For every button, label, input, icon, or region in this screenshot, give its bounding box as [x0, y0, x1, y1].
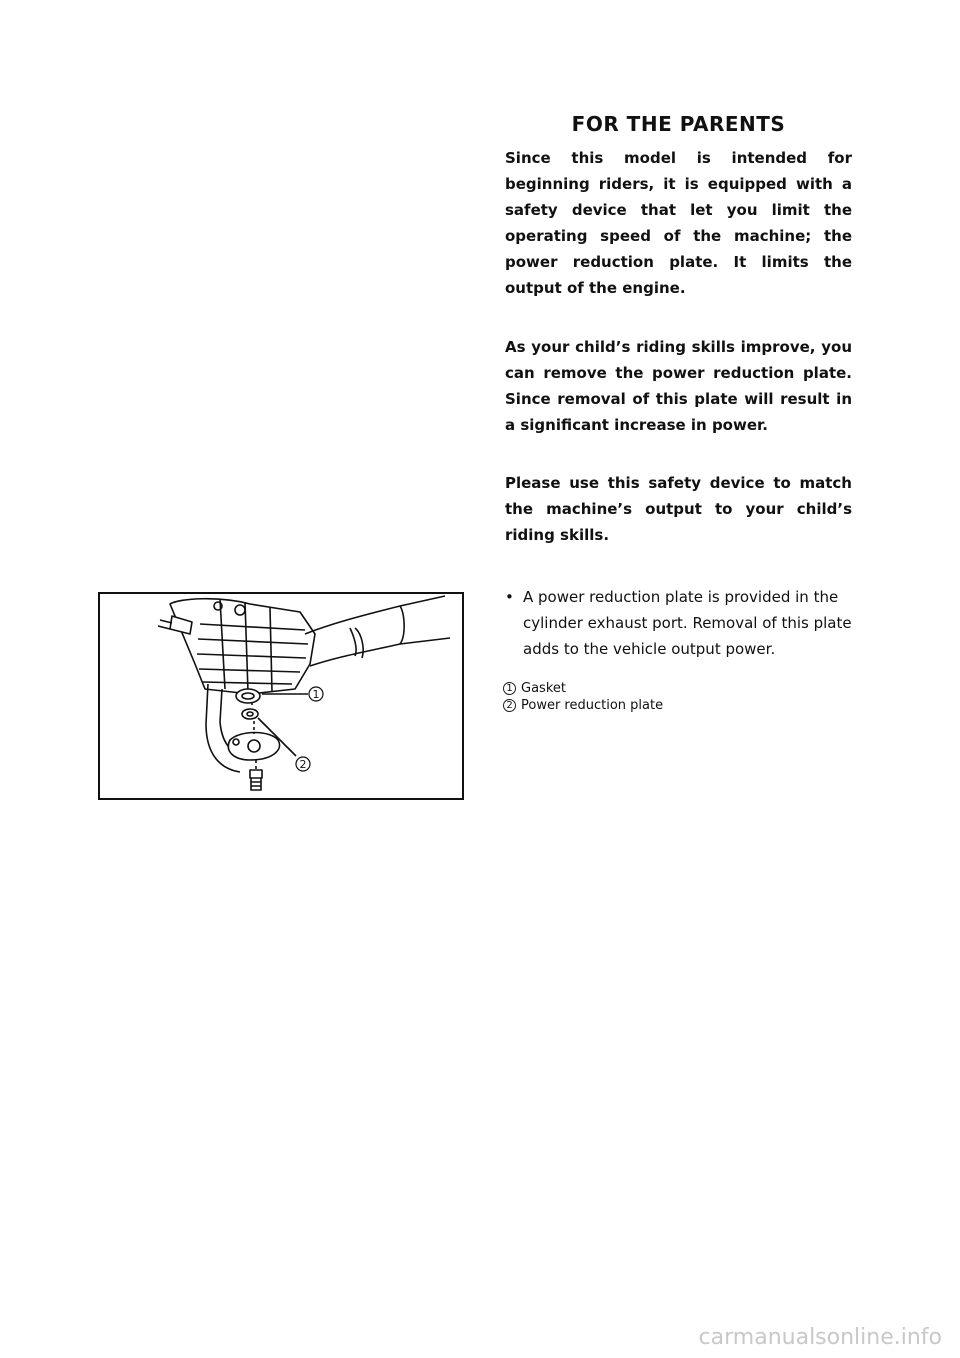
engine-illustration: [98, 592, 464, 800]
legend-item-gasket: [503, 680, 663, 697]
site-watermark: carmanualsonline.info: [698, 1325, 942, 1350]
callout-2: 2: [299, 758, 307, 771]
bullet-text: A power reduction plate is provided in the cylinder exhaust port. Removal of this plate adds to the vehicle output power.: [523, 588, 852, 658]
intro-paragraph: Since this model is intended for beginning riders, it is equipped with a safety device that let you limit the operating speed of the machine; the power reduction plate. It limits the output of the engine.: [505, 149, 852, 297]
usage-paragraph: Please use this safety device to match the machine’s output to your child’s riding skills.: [505, 474, 852, 544]
legend-label: Power reduction plate: [521, 698, 664, 713]
callout-1: 1: [312, 688, 320, 701]
engine-exhaust-diagram: [100, 594, 462, 798]
legend-label: Gasket: [521, 681, 566, 696]
legend-item-power-reduction-plate: [503, 697, 663, 714]
legend-number: 1: [503, 682, 516, 695]
page-title: FOR THE PARENTS: [571, 112, 786, 136]
removal-paragraph: As your child’s riding skills improve, you can remove the power reduction plate. Since removal of this plate will result in a significant increase in power.: [505, 338, 852, 434]
bullet-item: [505, 584, 852, 662]
legend-number: 2: [503, 699, 516, 712]
figure-legend: [503, 680, 663, 714]
bullet-dot: •: [505, 588, 514, 606]
